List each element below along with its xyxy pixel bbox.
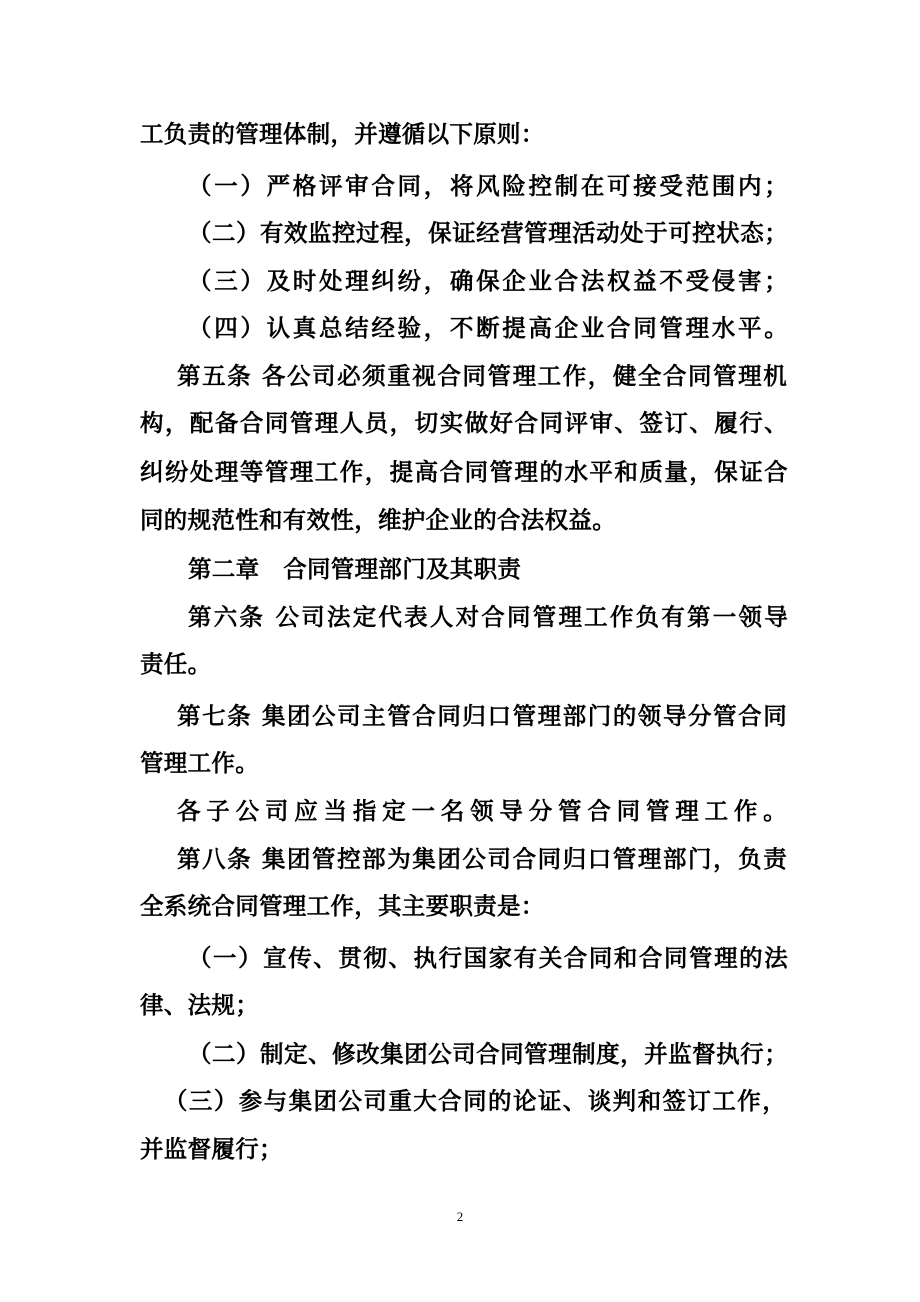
- text-line-7: 构，配备合同管理人员，切实做好合同评审、签订、履行、: [140, 409, 790, 437]
- text-line-22: 并监督履行；: [140, 1135, 283, 1163]
- text-line-21: （三）参与集团公司重大合同的论证、谈判和签订工作，: [164, 1087, 788, 1115]
- text-line-15: 各子公司应当指定一名领导分管合同管理工作。: [177, 797, 793, 825]
- text-line-17: 全系统合同管理工作，其主要职责是：: [140, 892, 545, 920]
- text-line-11: 第六条 公司法定代表人对合同管理工作负有第一领导: [188, 603, 790, 631]
- text-line-12: 责任。: [140, 650, 212, 678]
- text-line-13: 第七条 集团公司主管合同归口管理部门的领导分管合同: [177, 702, 789, 730]
- text-line-2: （一）严格评审合同，将风险控制在可接受范围内；: [188, 172, 791, 200]
- text-line-5: （四）认真总结经验，不断提高企业合同管理水平。: [188, 314, 791, 342]
- text-line-16: 第八条 集团管控部为集团公司合同归口管理部门，负责: [177, 845, 789, 873]
- text-line-1: 工负责的管理体制，并遵循以下原则：: [140, 120, 545, 148]
- text-line-20: （二）制定、修改集团公司合同管理制度，并监督执行；: [188, 1040, 789, 1068]
- text-line-19: 律、法规；: [140, 991, 259, 1019]
- chapter-heading: 第二章 合同管理部门及其职责: [188, 555, 522, 583]
- text-line-4: （三）及时处理纠纷，确保企业合法权益不受侵害；: [188, 267, 791, 295]
- text-line-18: （一）宣传、贯彻、执行国家有关合同和合同管理的法: [188, 944, 790, 972]
- page-number: 2: [456, 1209, 464, 1224]
- text-line-6: 第五条 各公司必须重视合同管理工作，健全合同管理机: [177, 362, 789, 390]
- text-line-14: 管理工作。: [140, 749, 259, 777]
- text-line-8: 纠纷处理等管理工作，提高合同管理的水平和质量，保证合: [140, 458, 790, 486]
- text-line-3: （二）有效监控过程，保证经营管理活动处于可控状态；: [188, 219, 789, 247]
- text-line-9: 同的规范性和有效性，维护企业的合法权益。: [140, 506, 616, 534]
